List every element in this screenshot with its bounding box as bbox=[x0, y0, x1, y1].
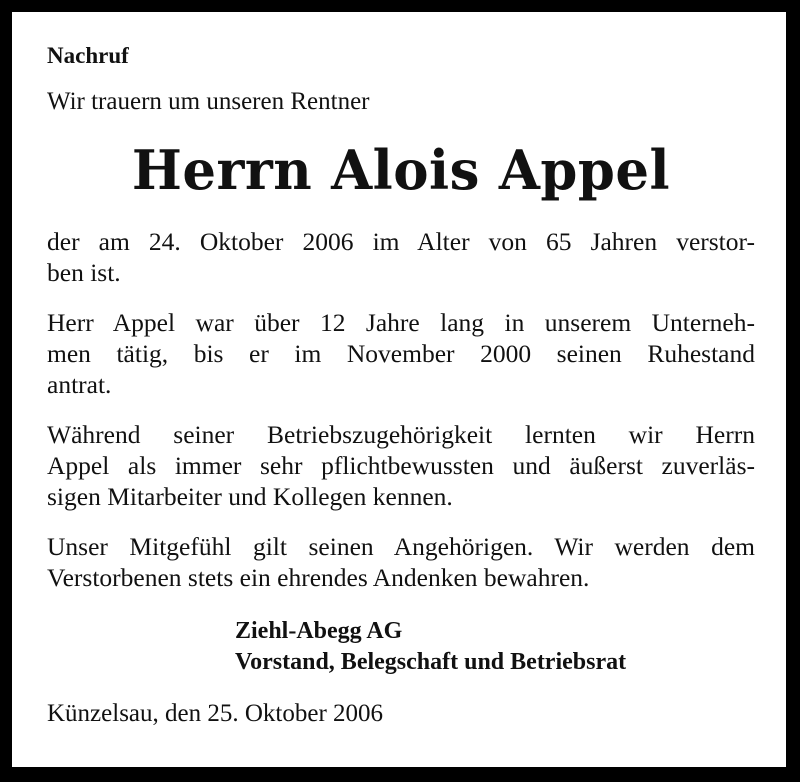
paragraph-condolence bbox=[47, 531, 755, 593]
paragraph-death-info bbox=[47, 226, 755, 288]
text-line: antrat. bbox=[47, 370, 112, 399]
text-line: Herr Appel war über 12 Jahre lang in unserem Unterneh- bbox=[47, 308, 755, 337]
signature-company: Ziehl-Abegg AG bbox=[235, 618, 403, 644]
deceased-name-headline: Herrn Alois Appel bbox=[131, 138, 671, 202]
text-line: Verstorbenen stets ein ehrendes Andenken bewahren. bbox=[47, 563, 590, 592]
place-and-date: Künzelsau, den 25. Oktober 2006 bbox=[47, 700, 384, 727]
text-line: sigen Mitarbeiter und Kollegen kennen. bbox=[47, 482, 453, 511]
signature-groups: Vorstand, Belegschaft und Betriebsrat bbox=[235, 649, 627, 675]
text-line: ben ist. bbox=[47, 258, 121, 287]
text-line: Appel als immer sehr pflichtbewussten und äußerst zuverläs- bbox=[47, 451, 755, 480]
notice-kicker: Nachruf bbox=[47, 43, 129, 68]
text-line: Während seiner Betriebszugehörigkeit lernten wir Herrn bbox=[47, 420, 755, 449]
paragraph-tribute bbox=[47, 419, 755, 512]
paragraph-employment bbox=[47, 307, 755, 400]
text-line: Unser Mitgefühl gilt seinen Angehörigen. Wir werden dem bbox=[47, 532, 755, 561]
notice-intro: Wir trauern um unseren Rentner bbox=[47, 88, 370, 115]
text-line: der am 24. Oktober 2006 im Alter von 65 Jahren verstor- bbox=[47, 227, 755, 256]
text-line: men tätig, bis er im November 2000 seinen Ruhestand bbox=[47, 339, 755, 368]
